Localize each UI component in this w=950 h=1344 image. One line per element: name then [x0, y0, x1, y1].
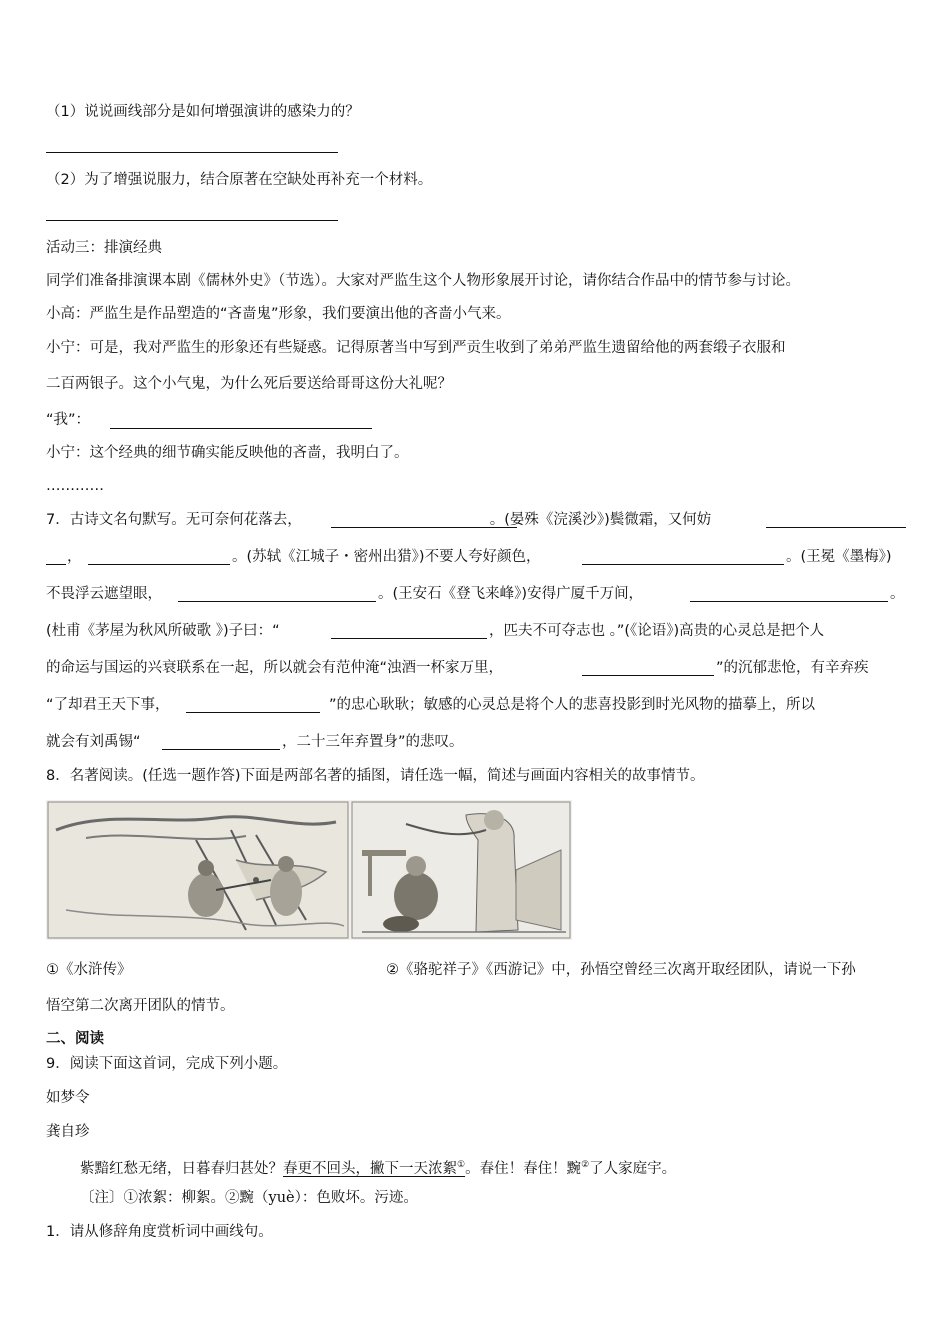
activity3-title: 活动三：排演经典 [46, 240, 162, 256]
answer-blank[interactable] [46, 152, 338, 153]
q7-text: 7．古诗文名句默写。无可奈何花落去， [46, 512, 302, 528]
xiaoning-line-1b: 二百两银子。这个小气鬼，为什么死后要送给哥哥这份大礼呢？ [46, 376, 452, 392]
q7-line-3a: 不畏浮云遮望眼， [46, 586, 162, 602]
wo-line: “我”： [46, 412, 91, 428]
poem-part: 紫黯红愁无绪，日暮春归甚处？ [80, 1160, 283, 1177]
q7-line-5a: 的命运与国运的兴衰联系在一起，所以就会有范仲淹“浊酒一杯家万里， [46, 660, 504, 676]
note-marker: ① [457, 1160, 466, 1170]
q9-prompt: 9．阅读下面这首词，完成下列小题。 [46, 1056, 288, 1072]
q9-subquestion-1: 1．请从修辞角度赏析词中画线句。 [46, 1224, 273, 1240]
q7-line-2b: 。(苏轼《江城子・密州出猎》)不要人夸好颜色， [232, 549, 541, 565]
q8-option-1: ①《水浒传》 [46, 962, 132, 978]
illustration-sketches-icon [46, 800, 572, 940]
q8-option-2: ②《骆驼祥子》《西游记》中，孙悟空曾经三次离开取经团队，请说一下孙 [386, 962, 856, 978]
answer-blank[interactable] [331, 638, 487, 639]
q6-sub1: （1）说说画线部分是如何增强演讲的感染力的？ [46, 104, 360, 120]
answer-blank[interactable] [582, 675, 714, 676]
answer-blank[interactable] [582, 564, 784, 565]
q7-line-2a: ， [67, 549, 82, 565]
ellipsis: ………… [46, 478, 104, 494]
answer-blank[interactable] [46, 220, 338, 221]
q7-line-4b: ，匹夫不可夺志也 。”(《论语》)高贵的心灵总是把个人 [489, 623, 825, 639]
answer-blank[interactable] [178, 601, 376, 602]
poem-note: 〔注〕①浓絮：柳絮。②黦（yuè）：色败坏。污迹。 [80, 1190, 418, 1206]
xiaogao-line: 小高：严监生是作品塑造的“吝啬鬼”形象，我们要演出他的吝啬小气来。 [46, 306, 511, 322]
answer-blank[interactable] [88, 564, 230, 565]
q7-line-6a: “了却君王天下事， [46, 697, 170, 713]
q7-line-4a: (杜甫《茅屋为秋风所破歌 》)子曰：“ [46, 623, 280, 639]
poem-author: 龚自珍 [46, 1124, 90, 1140]
q8-option-2-cont: 悟空第二次离开团队的情节。 [46, 998, 235, 1014]
xiaoning-line-1a: 小宁：可是，我对严监生的形象还有些疑惑。记得原著当中写到严贡生收到了弟弟严监生遗留给他的两套缎子衣服和 [46, 340, 786, 356]
answer-blank[interactable] [186, 712, 320, 713]
q7-line-2c: 。(王冕《墨梅》) [786, 549, 892, 565]
answer-blank[interactable] [46, 564, 66, 565]
answer-blank[interactable] [110, 428, 372, 429]
poem-part: 了人家庭宇。 [589, 1160, 677, 1177]
poem-part: 。春住！春住！黦 [465, 1160, 582, 1177]
q6-sub2: （2）为了增强说服力，结合原著在空缺处再补充一个材料。 [46, 172, 433, 188]
poem-text [80, 1155, 676, 1179]
poem-title: 如梦令 [46, 1090, 90, 1106]
answer-blank[interactable] [162, 749, 280, 750]
q7-line-3c: 。 [890, 586, 905, 602]
section-title: 二、阅读 [46, 1031, 104, 1047]
poem-part: 春更不回头，撇下一天浓絮 [283, 1160, 457, 1177]
underlined-line [283, 1161, 465, 1177]
q7-line-5b: ”的沉郁悲怆，有辛弃疾 [716, 660, 869, 676]
answer-blank[interactable] [766, 527, 906, 528]
note-marker: ② [581, 1160, 590, 1170]
q7-line-7b: ，二十三年弃置身”的悲叹。 [282, 734, 464, 750]
xiaoning-line-2: 小宁：这个经典的细节确实能反映他的吝啬，我明白了。 [46, 445, 409, 461]
q7-line-7a: 就会有刘禹锡“ [46, 734, 141, 750]
q7-line-3b: 。(王安石《登飞来峰》)安得广厦千万间， [378, 586, 644, 602]
answer-blank[interactable] [331, 527, 517, 528]
answer-blank[interactable] [690, 601, 888, 602]
q8-title: 8．名著阅读。(任选一题作答)下面是两部名著的插图，请任选一幅，简述与画面内容相关的故事情节。 [46, 768, 705, 784]
illustrations [46, 800, 572, 940]
q7-line-6b: ”的忠心耿耿；敏感的心灵总是将个人的悲喜投影到时光风物的描摹上，所以 [329, 697, 816, 713]
activity3-intro: 同学们准备排演课本剧《儒林外史》（节选）。大家对严监生这个人物形象展开讨论，请你结合作品中的情节参与讨论。 [46, 273, 800, 289]
q7-text: 。(晏殊《浣溪沙》)鬓微霜，又何妨 [489, 512, 712, 528]
